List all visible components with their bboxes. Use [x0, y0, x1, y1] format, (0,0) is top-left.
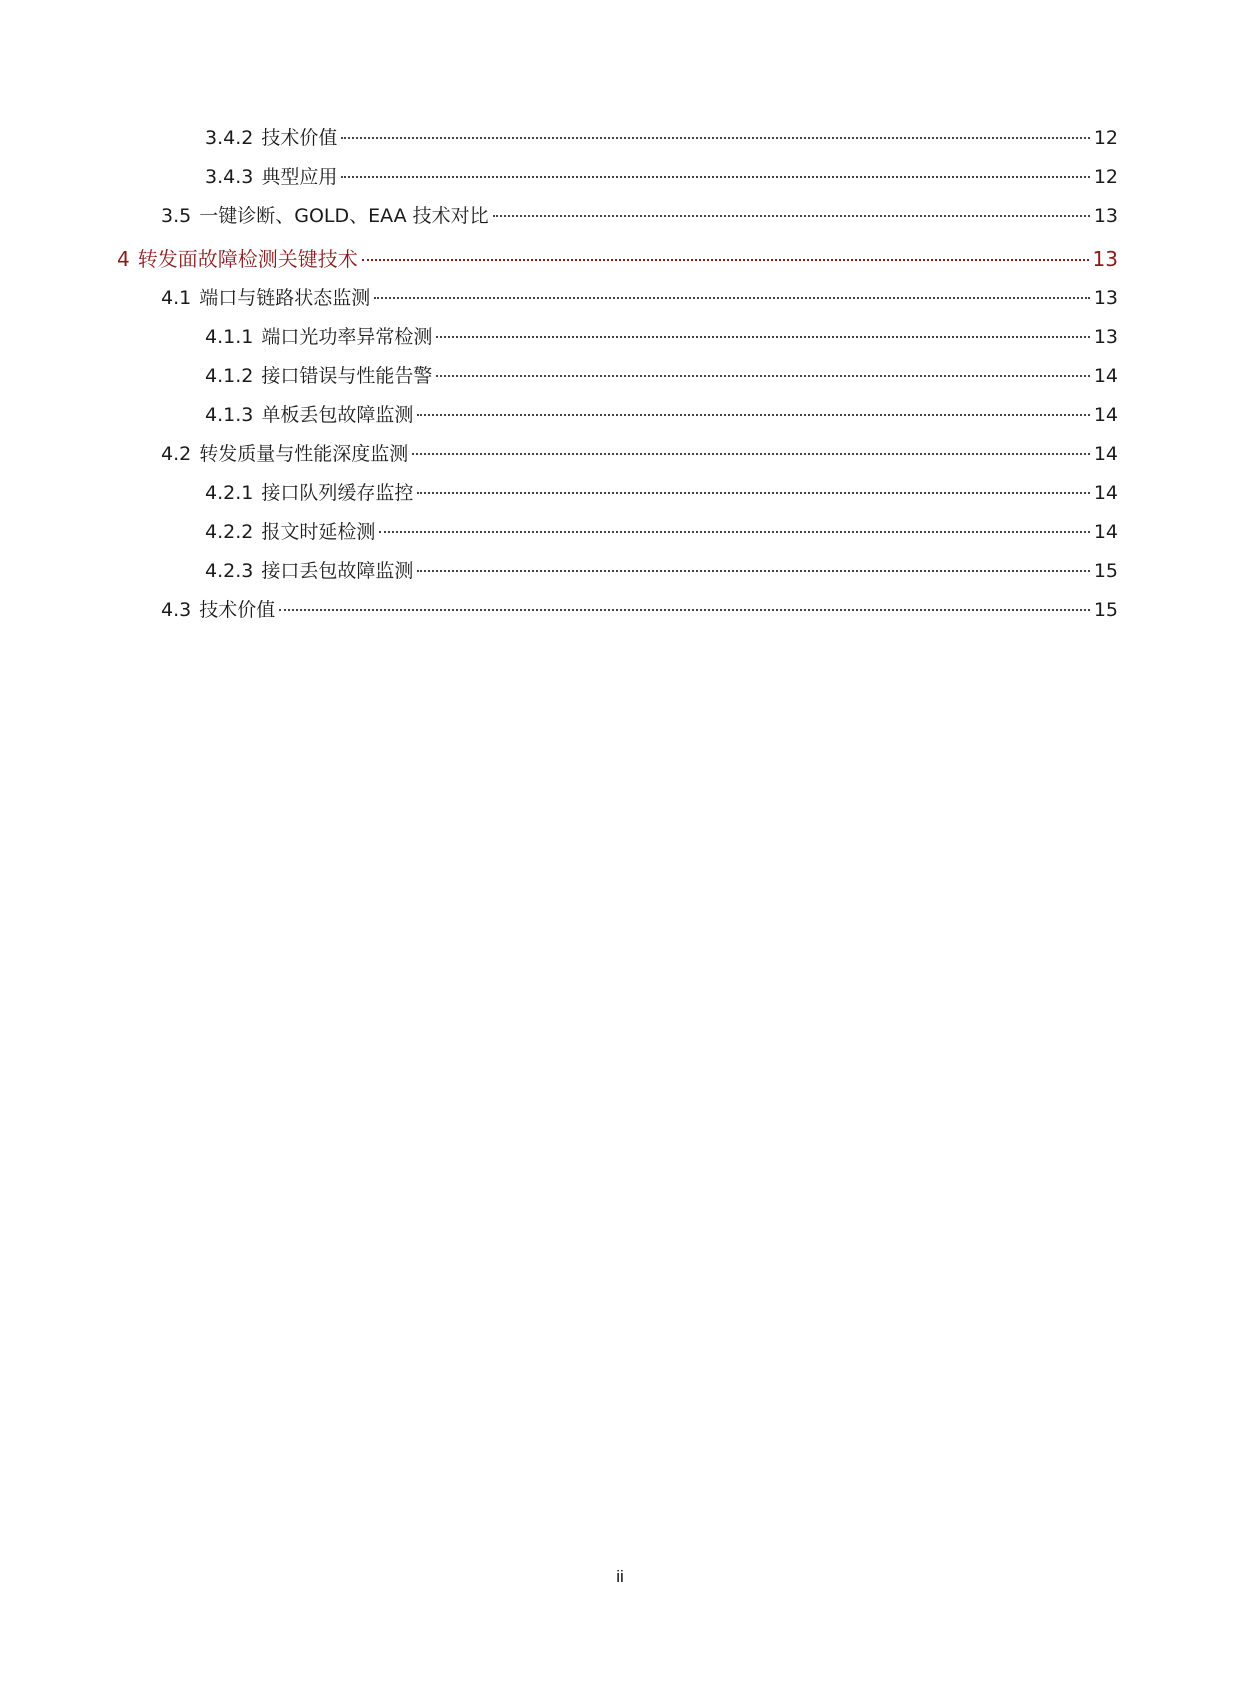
dot-leader — [493, 215, 1090, 217]
toc-entry-title: 接口丢包故障监测 — [261, 560, 414, 582]
toc-entry-4-2-3[interactable] — [0, 559, 1240, 583]
page-number: ii — [616, 1567, 624, 1586]
toc-entry-number: 4.2 — [161, 443, 192, 465]
toc-entry-number: 4.1 — [161, 287, 192, 309]
toc-entry-title: 接口错误与性能告警 — [261, 365, 433, 387]
toc-entry-title: 端口光功率异常检测 — [261, 326, 433, 348]
toc-entry-number: 4.2.1 — [205, 482, 254, 504]
toc-entry-title: 技术价值 — [261, 127, 338, 149]
toc-entry-number: 4.1.3 — [205, 404, 254, 426]
toc-entry-4-3[interactable] — [0, 598, 1240, 622]
toc-entry-number: 3.4.3 — [205, 166, 254, 188]
toc-entry-page: 13 — [1093, 205, 1118, 227]
toc-entry-title: 转发质量与性能深度监测 — [199, 443, 409, 465]
toc-entry-4-1[interactable] — [0, 286, 1240, 310]
toc-entry-number: 4.1.1 — [205, 326, 254, 348]
dot-leader — [436, 375, 1089, 377]
toc-entry-4-2-1[interactable] — [0, 481, 1240, 505]
toc-entry-4-2-2[interactable] — [0, 520, 1240, 544]
toc-entry-title: 一键诊断、GOLD、EAA 技术对比 — [199, 205, 489, 227]
toc-entry-4-2[interactable] — [0, 442, 1240, 466]
toc-entry-page: 15 — [1093, 560, 1118, 582]
toc-entry-title: 典型应用 — [261, 166, 338, 188]
toc-entry-page: 14 — [1093, 365, 1118, 387]
dot-leader — [379, 531, 1089, 533]
toc-entry-number: 4.2.3 — [205, 560, 254, 582]
toc-entry-title: 单板丢包故障监测 — [261, 404, 414, 426]
toc-entry-page: 13 — [1093, 326, 1118, 348]
toc-entry-page: 14 — [1093, 404, 1118, 426]
toc-entry-page: 14 — [1093, 521, 1118, 543]
toc-entry-3-5[interactable] — [0, 204, 1240, 228]
toc-entry-number: 4.3 — [161, 599, 192, 621]
toc-entry-title: 技术价值 — [199, 599, 276, 621]
toc-entry-3-4-2[interactable] — [0, 126, 1240, 150]
toc-entry-number: 4 — [117, 247, 130, 271]
dot-leader — [417, 492, 1089, 494]
toc-entry-4-1-3[interactable] — [0, 403, 1240, 427]
toc-entry-page: 14 — [1093, 443, 1118, 465]
toc-entry-title: 端口与链路状态监测 — [199, 287, 371, 309]
dot-leader — [374, 297, 1090, 299]
toc-entry-page: 12 — [1093, 127, 1118, 149]
toc-entry-3-4-3[interactable] — [0, 165, 1240, 189]
toc-entry-number: 3.5 — [161, 205, 192, 227]
dot-leader — [279, 609, 1090, 611]
toc-entry-number: 4.2.2 — [205, 521, 254, 543]
toc-entry-number: 3.4.2 — [205, 127, 254, 149]
dot-leader — [362, 259, 1089, 261]
dot-leader — [436, 336, 1089, 338]
toc-entry-title: 报文时延检测 — [261, 521, 376, 543]
toc-entry-page: 13 — [1093, 287, 1118, 309]
dot-leader — [341, 176, 1089, 178]
toc-entry-title: 转发面故障检测关键技术 — [137, 247, 358, 271]
toc-entry-number: 4.1.2 — [205, 365, 254, 387]
dot-leader — [341, 137, 1089, 139]
toc-entry-page: 13 — [1092, 247, 1118, 271]
toc-entry-page: 15 — [1093, 599, 1118, 621]
toc-entry-4-1-2[interactable] — [0, 364, 1240, 388]
dot-leader — [412, 453, 1090, 455]
dot-leader — [417, 414, 1089, 416]
toc-entry-page: 14 — [1093, 482, 1118, 504]
toc-entry-4-1-1[interactable] — [0, 325, 1240, 349]
toc-entry-page: 12 — [1093, 166, 1118, 188]
toc-entry-title: 接口队列缓存监控 — [261, 482, 414, 504]
dot-leader — [417, 570, 1089, 572]
toc-entry-chapter-4[interactable] — [0, 247, 1240, 271]
